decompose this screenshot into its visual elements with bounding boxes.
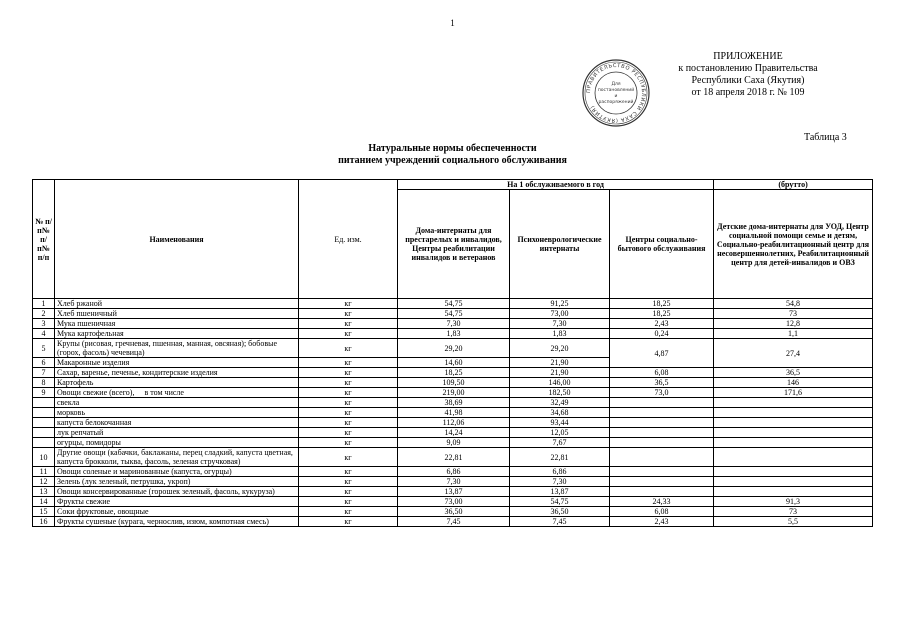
table-row: [33, 319, 873, 329]
row-value: [714, 408, 873, 418]
row-unit: кг: [299, 507, 398, 517]
row-value: 5,5: [714, 517, 873, 527]
row-value: [610, 418, 714, 428]
row-num: 8: [33, 378, 55, 388]
row-value: 32,49: [510, 398, 610, 408]
row-name: Зелень (лук зеленый, петрушка, укроп): [55, 477, 299, 487]
header-name: Наименования: [55, 180, 299, 299]
row-unit: кг: [299, 408, 398, 418]
table-row: [33, 418, 873, 428]
row-value: 12,8: [714, 319, 873, 329]
row-value: [610, 467, 714, 477]
row-num: 1: [33, 299, 55, 309]
row-value: 2,43: [610, 319, 714, 329]
row-name: Другие овощи (кабачки, баклажаны, перец сладкий, капуста цветная, капуста брокколи, тыква, фасоль, зеленая стручковая): [55, 448, 299, 467]
row-name: Фрукты свежие: [55, 497, 299, 507]
row-value: 18,25: [398, 368, 510, 378]
row-value: 7,30: [398, 319, 510, 329]
row-num: 9: [33, 388, 55, 398]
row-value: [610, 477, 714, 487]
row-unit: кг: [299, 418, 398, 428]
row-name: Сахар, варенье, печенье, кондитерские изделия: [55, 368, 299, 378]
row-unit: кг: [299, 487, 398, 497]
row-unit: кг: [299, 438, 398, 448]
row-value: 6,86: [398, 467, 510, 477]
row-num: 15: [33, 507, 55, 517]
row-unit: кг: [299, 388, 398, 398]
row-value: [610, 408, 714, 418]
row-value: [610, 438, 714, 448]
row-value: [714, 398, 873, 408]
row-num: 14: [33, 497, 55, 507]
row-value: 22,81: [510, 448, 610, 467]
row-value: [714, 467, 873, 477]
appendix-line4: от 18 апреля 2018 г. № 109: [691, 87, 805, 98]
row-name: Хлеб пшеничный: [55, 309, 299, 319]
row-name: Крупы (рисовая, гречневая, пшенная, манная, овсяная); бобовые (горох, фасоль) чечевица): [55, 339, 299, 358]
header-brutto: (брутто): [714, 180, 873, 190]
table-row: [33, 507, 873, 517]
row-name: морковь: [55, 408, 299, 418]
row-value: 112,06: [398, 418, 510, 428]
row-name: Соки фруктовые, овощные: [55, 507, 299, 517]
row-value: 12,05: [510, 428, 610, 438]
row-unit: кг: [299, 517, 398, 527]
row-value: 73,00: [398, 497, 510, 507]
table-row: [33, 368, 873, 378]
row-value: 36,50: [510, 507, 610, 517]
row-unit: кг: [299, 448, 398, 467]
page-number: 1: [450, 18, 455, 28]
row-value: 13,87: [398, 487, 510, 497]
row-value: 22,81: [398, 448, 510, 467]
row-value: [714, 477, 873, 487]
table-number: Таблица 3: [804, 132, 847, 143]
row-value: 54,75: [398, 309, 510, 319]
row-name: Хлеб ржаной: [55, 299, 299, 309]
appendix-line1: ПРИЛОЖЕНИЕ: [713, 51, 783, 62]
row-value: 9,09: [398, 438, 510, 448]
row-unit: кг: [299, 477, 398, 487]
row-value: [714, 487, 873, 497]
row-value: 219,00: [398, 388, 510, 398]
row-value: 54,8: [714, 299, 873, 309]
document-title-line1: Натуральные нормы обеспеченности: [368, 143, 537, 154]
table-row: [33, 408, 873, 418]
row-unit: кг: [299, 398, 398, 408]
row-value: 6,86: [510, 467, 610, 477]
header-col2: Психоневрологические интернаты: [510, 190, 610, 299]
row-unit: кг: [299, 497, 398, 507]
row-value: 14,24: [398, 428, 510, 438]
seal-center-line3: и: [614, 94, 618, 99]
row-value: 171,6: [714, 388, 873, 398]
row-value: [714, 448, 873, 467]
row-value: 18,25: [610, 309, 714, 319]
row-num: 7: [33, 368, 55, 378]
seal-center-line4: распоряжений: [598, 100, 634, 105]
row-num: 10: [33, 448, 55, 467]
row-value: 14,60: [398, 358, 510, 368]
row-value: 91,3: [714, 497, 873, 507]
row-name: свекла: [55, 398, 299, 408]
row-value: 1,1: [714, 329, 873, 339]
row-value: [610, 398, 714, 408]
row-value: 18,25: [610, 299, 714, 309]
row-value: 7,30: [398, 477, 510, 487]
row-value: 109,50: [398, 378, 510, 388]
appendix-line2: к постановлению Правительства: [678, 63, 818, 74]
row-value: 54,75: [510, 497, 610, 507]
row-value: 13,87: [510, 487, 610, 497]
row-unit: кг: [299, 309, 398, 319]
row-num: 12: [33, 477, 55, 487]
row-name: Мука пшеничная: [55, 319, 299, 329]
row-name: лук репчатый: [55, 428, 299, 438]
row-value: [714, 418, 873, 428]
row-value: 6,08: [610, 368, 714, 378]
table-row: [33, 388, 873, 398]
table-row: [33, 477, 873, 487]
row-value: 7,45: [510, 517, 610, 527]
header-group: На 1 обслуживаемого в год: [398, 180, 714, 190]
row-num: [33, 428, 55, 438]
food-norms-table: [32, 179, 873, 527]
row-num: 2: [33, 309, 55, 319]
official-seal-icon: [582, 59, 650, 127]
row-value: 21,90: [510, 368, 610, 378]
row-unit: кг: [299, 329, 398, 339]
header-col4: Детские дома-интернаты для УОД, Центр социальной помощи семье и детям, Социально-реабилитационный центр для несовершеннолетних, Реабилитационный центр для детей-инвалидов и ОВЗ: [714, 190, 873, 299]
row-unit: кг: [299, 368, 398, 378]
document-title-line2: питанием учреждений социального обслуживания: [338, 155, 567, 166]
row-value: 7,30: [510, 319, 610, 329]
row-value: [610, 428, 714, 438]
row-value: 73,00: [510, 309, 610, 319]
row-value: 7,45: [398, 517, 510, 527]
table-row: [33, 438, 873, 448]
row-value: 29,20: [510, 339, 610, 358]
row-value: 21,90: [510, 358, 610, 368]
row-value: 54,75: [398, 299, 510, 309]
table-row: [33, 487, 873, 497]
row-value: 0,24: [610, 329, 714, 339]
table-row: [33, 467, 873, 477]
seal-ring-text: ПРАВИТЕЛЬСТВО РЕСПУБЛИКИ САХА (ЯКУТИЯ): [585, 62, 647, 124]
row-value: 7,67: [510, 438, 610, 448]
row-value: [714, 438, 873, 448]
row-value: 146: [714, 378, 873, 388]
table-row: [33, 428, 873, 438]
row-name: Овощи свежие (всего), в том числе: [55, 388, 299, 398]
row-num: [33, 408, 55, 418]
row-num: 3: [33, 319, 55, 329]
row-num: [33, 438, 55, 448]
row-num: [33, 418, 55, 428]
row-name: Мука картофельная: [55, 329, 299, 339]
row-unit: кг: [299, 319, 398, 329]
row-value: 36,5: [714, 368, 873, 378]
seal-center-line2: постановлений: [597, 88, 635, 93]
appendix-line3: Республики Саха (Якутия): [691, 75, 805, 86]
row-value: 34,68: [510, 408, 610, 418]
row-num: 13: [33, 487, 55, 497]
row-value: 2,43: [610, 517, 714, 527]
row-value: 38,69: [398, 398, 510, 408]
row-value: 73,0: [610, 388, 714, 398]
row-value: 29,20: [398, 339, 510, 358]
row-value: 146,00: [510, 378, 610, 388]
header-unit: Ед. изм.: [299, 180, 398, 299]
row-name: Овощи консервированные (горошек зеленый, фасоль, кукуруза): [55, 487, 299, 497]
row-value: 36,5: [610, 378, 714, 388]
row-name: Овощи соленые и маринованные (капуста, огурцы): [55, 467, 299, 477]
row-value: 4,87: [610, 339, 714, 368]
row-unit: кг: [299, 358, 398, 368]
row-value: 27,4: [714, 339, 873, 368]
row-num: 6: [33, 358, 55, 368]
row-unit: кг: [299, 339, 398, 358]
row-num: 5: [33, 339, 55, 358]
header-col1: Дома-интернаты для престарелых и инвалидов, Центры реабилитации инвалидов и ветеранов: [398, 190, 510, 299]
row-value: 36,50: [398, 507, 510, 517]
table-row: [33, 448, 873, 467]
row-num: 16: [33, 517, 55, 527]
table-row: [33, 497, 873, 507]
appendix-block: [652, 51, 844, 99]
table-row: [33, 378, 873, 388]
table-row: [33, 299, 873, 309]
header-num: № п/п№ п/п№ п/п: [33, 180, 55, 299]
row-value: 73: [714, 309, 873, 319]
row-value: 91,25: [510, 299, 610, 309]
row-unit: кг: [299, 467, 398, 477]
row-value: 93,44: [510, 418, 610, 428]
row-num: 4: [33, 329, 55, 339]
row-value: 24,33: [610, 497, 714, 507]
row-value: 7,30: [510, 477, 610, 487]
row-name: капуста белокочанная: [55, 418, 299, 428]
row-name: Фрукты сушеные (курага, чернослив, изюм, компотная смесь): [55, 517, 299, 527]
row-name: огурцы, помидоры: [55, 438, 299, 448]
table-row: [33, 329, 873, 339]
table-row: [33, 309, 873, 319]
row-unit: кг: [299, 428, 398, 438]
table-row: [33, 398, 873, 408]
row-unit: кг: [299, 299, 398, 309]
row-value: 182,50: [510, 388, 610, 398]
row-value: 73: [714, 507, 873, 517]
row-unit: кг: [299, 378, 398, 388]
row-num: [33, 398, 55, 408]
table-row: [33, 517, 873, 527]
row-value: 6,08: [610, 507, 714, 517]
row-value: [714, 428, 873, 438]
row-value: 41,98: [398, 408, 510, 418]
seal-center-line1: Для: [611, 82, 621, 87]
row-num: 11: [33, 467, 55, 477]
header-col3: Центры социально-бытового обслуживания: [610, 190, 714, 299]
row-value: [610, 448, 714, 467]
row-value: 1,83: [398, 329, 510, 339]
row-value: [610, 487, 714, 497]
row-value: 1,83: [510, 329, 610, 339]
row-name: Картофель: [55, 378, 299, 388]
row-name: Макаронные изделия: [55, 358, 299, 368]
